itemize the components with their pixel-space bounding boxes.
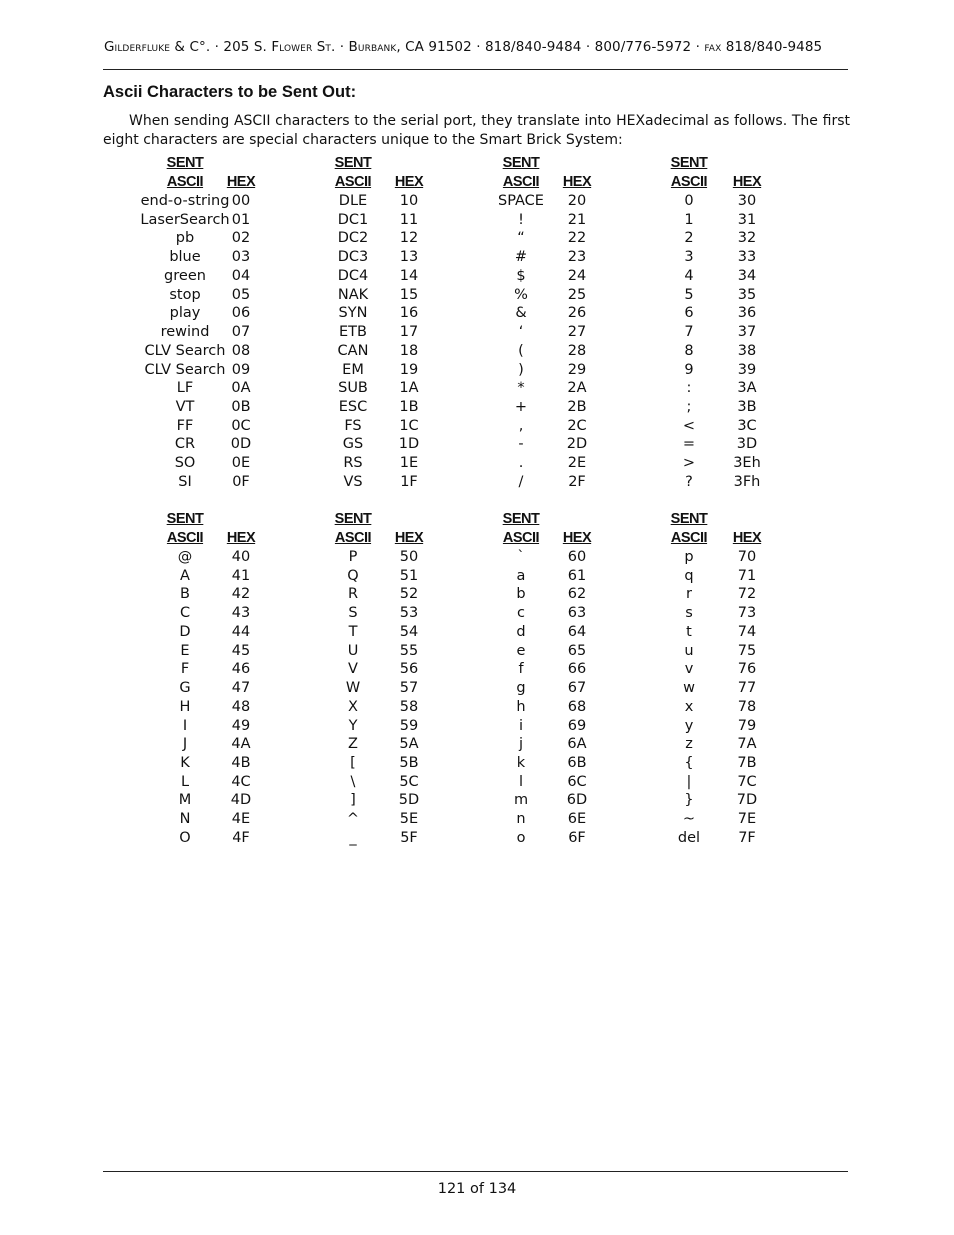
ascii-cell: 0 <box>684 193 694 209</box>
hex-cell: 7E <box>737 811 757 827</box>
hex-cell: 5F <box>400 830 418 846</box>
ascii-cell: p <box>684 549 694 565</box>
ascii-cell: ! <box>518 212 524 228</box>
hex-cell: 20 <box>567 193 587 209</box>
ascii-cell: _ <box>349 830 357 846</box>
ascii-cell: green <box>164 268 206 284</box>
header-ascii: ASCII <box>166 174 204 190</box>
hex-cell: 1C <box>399 418 419 434</box>
ascii-cell: CAN <box>337 343 369 359</box>
ascii-cell: E <box>180 643 190 659</box>
ascii-cell: d <box>516 624 526 640</box>
hex-cell: 29 <box>567 362 587 378</box>
hex-cell: 41 <box>231 568 251 584</box>
hex-cell: 11 <box>399 212 419 228</box>
hex-cell: 71 <box>737 568 757 584</box>
hex-cell: 5A <box>399 736 419 752</box>
ascii-cell: g <box>516 680 526 696</box>
ascii-cell: - <box>518 436 524 452</box>
ascii-cell: play <box>169 305 201 321</box>
header-hex: HEX <box>226 174 256 190</box>
ascii-cell: EM <box>342 362 364 378</box>
ascii-cell: | <box>686 774 692 790</box>
ascii-cell: CR <box>174 436 196 452</box>
ascii-cell: D <box>179 624 191 640</box>
ascii-cell: SI <box>178 474 192 490</box>
ascii-cell: DC2 <box>337 230 369 246</box>
ascii-cell: : <box>686 380 692 396</box>
ascii-cell: t <box>686 624 692 640</box>
ascii-cell: K <box>180 755 190 771</box>
company-suffix: & C°. <box>170 39 211 55</box>
ascii-cell: ( <box>518 343 524 359</box>
ascii-cell: % <box>514 287 528 303</box>
header-ascii: ASCII <box>334 174 372 190</box>
ascii-cell: } <box>684 792 694 808</box>
hex-cell: 45 <box>231 643 251 659</box>
header-hex: HEX <box>732 174 762 190</box>
ascii-cell: e <box>516 643 526 659</box>
hex-cell: 66 <box>567 661 587 677</box>
hex-cell: 56 <box>399 661 419 677</box>
header-sent: SENT <box>166 511 204 527</box>
ascii-cell: a <box>516 568 526 584</box>
ascii-cell: DC4 <box>337 268 369 284</box>
hex-cell: 31 <box>737 212 757 228</box>
hex-cell: 3Eh <box>733 455 761 471</box>
ascii-cell: L <box>180 774 190 790</box>
hex-cell: 03 <box>231 249 251 265</box>
header-ascii: ASCII <box>502 530 540 546</box>
hex-cell: 54 <box>399 624 419 640</box>
ascii-cell: ^ <box>346 811 360 827</box>
hex-cell: 2B <box>567 399 587 415</box>
ascii-cell: v <box>684 661 694 677</box>
header-hex: HEX <box>394 530 424 546</box>
header-rule <box>103 69 848 70</box>
ascii-cell: q <box>684 568 694 584</box>
ascii-cell: w <box>683 680 695 696</box>
ascii-cell: SYN <box>338 305 368 321</box>
header-ascii: ASCII <box>670 530 708 546</box>
ascii-cell: J <box>182 736 188 752</box>
hex-cell: 42 <box>231 586 251 602</box>
ascii-cell: C <box>179 605 191 621</box>
ascii-cell: S <box>348 605 358 621</box>
hex-cell: 7F <box>738 830 756 846</box>
hex-cell: 22 <box>567 230 587 246</box>
city-name: Burbank <box>348 39 397 55</box>
ascii-cell: I <box>182 718 188 734</box>
ascii-cell: i <box>518 718 524 734</box>
header-separator: · 205 S. <box>210 39 272 55</box>
ascii-cell: SO <box>174 455 196 471</box>
hex-cell: 3Fh <box>733 474 761 490</box>
ascii-cell: 8 <box>684 343 694 359</box>
header-hex: HEX <box>562 530 592 546</box>
hex-cell: 53 <box>399 605 419 621</box>
fax-number: 818/840-9485 <box>721 39 823 55</box>
hex-cell: 73 <box>737 605 757 621</box>
hex-cell: 4B <box>231 755 251 771</box>
street-suffix: St. <box>312 39 336 55</box>
ascii-cell: @ <box>177 549 193 565</box>
ascii-cell: ) <box>518 362 524 378</box>
hex-cell: 23 <box>567 249 587 265</box>
page-header <box>104 39 848 55</box>
ascii-cell: LF <box>176 380 194 396</box>
ascii-cell: O <box>179 830 191 846</box>
ascii-cell: pb <box>175 230 195 246</box>
ascii-cell: X <box>348 699 358 715</box>
hex-cell: 6E <box>567 811 587 827</box>
ascii-cell: o <box>516 830 526 846</box>
ascii-cell: 3 <box>684 249 694 265</box>
street-name: Flower <box>271 39 313 55</box>
ascii-cell: U <box>347 643 359 659</box>
hex-cell: 38 <box>737 343 757 359</box>
hex-cell: 64 <box>567 624 587 640</box>
hex-cell: 49 <box>231 718 251 734</box>
hex-cell: 16 <box>399 305 419 321</box>
ascii-cell: x <box>684 699 694 715</box>
ascii-cell: DC1 <box>337 212 369 228</box>
header-sent: SENT <box>670 155 708 171</box>
ascii-cell: s <box>685 605 693 621</box>
hex-cell: 52 <box>399 586 419 602</box>
company-name: Gilderfluke <box>104 39 171 55</box>
ascii-cell: = <box>682 436 696 452</box>
ascii-cell: r <box>686 586 692 602</box>
header-separator: · <box>335 39 349 55</box>
header-ascii: ASCII <box>502 174 540 190</box>
hex-cell: 21 <box>567 212 587 228</box>
hex-cell: 37 <box>737 324 757 340</box>
hex-cell: 1E <box>399 455 419 471</box>
hex-cell: 26 <box>567 305 587 321</box>
ascii-cell: B <box>180 586 190 602</box>
hex-cell: 6B <box>567 755 587 771</box>
hex-cell: 27 <box>567 324 587 340</box>
ascii-cell: FF <box>176 418 194 434</box>
header-hex: HEX <box>226 530 256 546</box>
ascii-cell: + <box>514 399 528 415</box>
ascii-cell: , <box>518 418 524 434</box>
header-sent: SENT <box>166 155 204 171</box>
hex-cell: 69 <box>567 718 587 734</box>
hex-cell: 04 <box>231 268 251 284</box>
ascii-cell: 1 <box>684 212 694 228</box>
ascii-cell: z <box>685 736 693 752</box>
hex-cell: 2A <box>567 380 587 396</box>
hex-cell: 28 <box>567 343 587 359</box>
page-number: 121 of 134 <box>437 1181 517 1197</box>
ascii-cell: ] <box>350 792 356 808</box>
ascii-cell: f <box>518 661 524 677</box>
ascii-cell: GS <box>342 436 364 452</box>
header-hex: HEX <box>732 530 762 546</box>
hex-cell: 5B <box>399 755 419 771</box>
ascii-cell: . <box>518 455 524 471</box>
ascii-cell: stop <box>169 287 201 303</box>
header-sent: SENT <box>502 511 540 527</box>
hex-cell: 5D <box>398 792 420 808</box>
ascii-cell: n <box>516 811 526 827</box>
ascii-cell: { <box>684 755 694 771</box>
hex-cell: 6C <box>567 774 587 790</box>
ascii-cell: end-o-string <box>140 193 230 209</box>
header-hex: HEX <box>562 174 592 190</box>
ascii-cell: P <box>348 549 358 565</box>
hex-cell: 01 <box>231 212 251 228</box>
ascii-cell: & <box>515 305 527 321</box>
hex-cell: 13 <box>399 249 419 265</box>
hex-cell: 6F <box>568 830 586 846</box>
ascii-cell: $ <box>516 268 526 284</box>
ascii-cell: [ <box>350 755 356 771</box>
hex-cell: 0B <box>231 399 251 415</box>
intro-paragraph: When sending ASCII characters to the serial port, they translate into HEXadecimal as follows. The first eight characters are special characters unique to the Smart Brick System: <box>103 113 850 148</box>
hex-cell: 4A <box>231 736 251 752</box>
hex-cell: 4C <box>231 774 251 790</box>
hex-cell: 79 <box>737 718 757 734</box>
header-sent: SENT <box>502 155 540 171</box>
hex-cell: 10 <box>399 193 419 209</box>
ascii-cell: ? <box>685 474 693 490</box>
hex-cell: 7B <box>737 755 757 771</box>
ascii-cell: SPACE <box>498 193 544 209</box>
hex-cell: 1B <box>399 399 419 415</box>
ascii-cell: ESC <box>338 399 368 415</box>
hex-cell: 36 <box>737 305 757 321</box>
ascii-cell: c <box>517 605 525 621</box>
hex-cell: 30 <box>737 193 757 209</box>
ascii-cell: Q <box>347 568 359 584</box>
ascii-cell: NAK <box>337 287 369 303</box>
ascii-cell: ; <box>686 399 692 415</box>
hex-cell: 34 <box>737 268 757 284</box>
hex-cell: 0C <box>231 418 251 434</box>
hex-cell: 25 <box>567 287 587 303</box>
hex-cell: 6A <box>567 736 587 752</box>
hex-cell: 0A <box>231 380 251 396</box>
hex-cell: 07 <box>231 324 251 340</box>
ascii-cell: ` <box>517 549 525 565</box>
hex-cell: 4E <box>231 811 251 827</box>
hex-cell: 7A <box>737 736 757 752</box>
hex-cell: 46 <box>231 661 251 677</box>
ascii-cell: V <box>348 661 358 677</box>
ascii-cell: DLE <box>338 193 368 209</box>
ascii-cell: 5 <box>684 287 694 303</box>
hex-cell: 67 <box>567 680 587 696</box>
hex-cell: 17 <box>399 324 419 340</box>
hex-cell: 1A <box>399 380 419 396</box>
ascii-cell: SUB <box>338 380 368 396</box>
hex-cell: 19 <box>399 362 419 378</box>
ascii-cell: \ <box>350 774 356 790</box>
hex-cell: 2E <box>567 455 587 471</box>
ascii-cell: Z <box>348 736 358 752</box>
hex-cell: 5C <box>399 774 419 790</box>
ascii-cell: 9 <box>684 362 694 378</box>
hex-cell: 1F <box>400 474 418 490</box>
ascii-cell: A <box>180 568 190 584</box>
hex-cell: 08 <box>231 343 251 359</box>
hex-cell: 05 <box>231 287 251 303</box>
ascii-cell: u <box>684 643 694 659</box>
hex-cell: 65 <box>567 643 587 659</box>
ascii-cell: G <box>179 680 191 696</box>
hex-cell: 59 <box>399 718 419 734</box>
hex-cell: 76 <box>737 661 757 677</box>
hex-cell: 2D <box>566 436 588 452</box>
hex-cell: 2F <box>568 474 586 490</box>
hex-cell: 33 <box>737 249 757 265</box>
ascii-cell: VS <box>343 474 363 490</box>
section-title: Ascii Characters to be Sent Out: <box>103 83 357 101</box>
ascii-cell: F <box>180 661 190 677</box>
hex-cell: 40 <box>231 549 251 565</box>
ascii-cell: / <box>518 474 524 490</box>
hex-cell: 12 <box>399 230 419 246</box>
ascii-cell: k <box>516 755 526 771</box>
header-ascii: ASCII <box>334 530 372 546</box>
hex-cell: 68 <box>567 699 587 715</box>
ascii-cell: h <box>516 699 526 715</box>
ascii-cell: T <box>348 624 358 640</box>
ascii-cell: > <box>682 455 696 471</box>
hex-cell: 39 <box>737 362 757 378</box>
hex-cell: 58 <box>399 699 419 715</box>
hex-cell: 32 <box>737 230 757 246</box>
ascii-cell: ETB <box>339 324 367 340</box>
hex-cell: 18 <box>399 343 419 359</box>
ascii-cell: m <box>513 792 529 808</box>
ascii-cell: LaserSearch <box>140 212 230 228</box>
hex-cell: 60 <box>567 549 587 565</box>
hex-cell: 78 <box>737 699 757 715</box>
hex-cell: 6D <box>566 792 588 808</box>
ascii-cell: ‘ <box>518 324 524 340</box>
hex-cell: 5E <box>399 811 419 827</box>
ascii-cell: rewind <box>160 324 210 340</box>
header-ascii: ASCII <box>166 530 204 546</box>
hex-cell: 72 <box>737 586 757 602</box>
ascii-cell: l <box>518 774 524 790</box>
ascii-cell: CLV Search <box>144 343 226 359</box>
hex-cell: 7D <box>736 792 758 808</box>
hex-cell: 7C <box>737 774 757 790</box>
ascii-cell: ~ <box>682 811 696 827</box>
hex-cell: 4F <box>232 830 250 846</box>
hex-cell: 15 <box>399 287 419 303</box>
ascii-cell: RS <box>343 455 363 471</box>
ascii-cell: 7 <box>684 324 694 340</box>
hex-cell: 14 <box>399 268 419 284</box>
header-hex: HEX <box>394 174 424 190</box>
hex-cell: 0F <box>232 474 250 490</box>
ascii-cell: H <box>179 699 191 715</box>
ascii-cell: CLV Search <box>144 362 226 378</box>
hex-cell: 62 <box>567 586 587 602</box>
header-sent: SENT <box>334 155 372 171</box>
hex-cell: 2C <box>567 418 587 434</box>
ascii-cell: del <box>677 830 701 846</box>
footer-rule <box>103 1171 848 1172</box>
ascii-cell: blue <box>169 249 201 265</box>
hex-cell: 44 <box>231 624 251 640</box>
hex-cell: 1D <box>398 436 420 452</box>
ascii-cell: y <box>684 718 694 734</box>
hex-cell: 4D <box>230 792 252 808</box>
hex-cell: 43 <box>231 605 251 621</box>
hex-cell: 50 <box>399 549 419 565</box>
fax-label: fax <box>704 39 722 55</box>
hex-cell: 0D <box>230 436 252 452</box>
hex-cell: 48 <box>231 699 251 715</box>
header-sent: SENT <box>670 511 708 527</box>
hex-cell: 75 <box>737 643 757 659</box>
ascii-cell: < <box>682 418 696 434</box>
ascii-cell: 4 <box>684 268 694 284</box>
ascii-cell: W <box>345 680 361 696</box>
ascii-cell: * <box>517 380 525 396</box>
hex-cell: 55 <box>399 643 419 659</box>
hex-cell: 47 <box>231 680 251 696</box>
hex-cell: 02 <box>231 230 251 246</box>
hex-cell: 35 <box>737 287 757 303</box>
hex-cell: 51 <box>399 568 419 584</box>
hex-cell: 09 <box>231 362 251 378</box>
hex-cell: 57 <box>399 680 419 696</box>
ascii-cell: “ <box>517 230 525 246</box>
hex-cell: 3C <box>737 418 757 434</box>
hex-cell: 74 <box>737 624 757 640</box>
header-sent: SENT <box>334 511 372 527</box>
ascii-cell: M <box>178 792 192 808</box>
ascii-cell: 2 <box>684 230 694 246</box>
address-phones: , CA 91502 · 818/840-9484 · 800/776-5972 · <box>396 39 705 55</box>
ascii-cell: FS <box>344 418 362 434</box>
hex-cell: 0E <box>231 455 251 471</box>
hex-cell: 70 <box>737 549 757 565</box>
ascii-cell: N <box>179 811 191 827</box>
ascii-cell: DC3 <box>337 249 369 265</box>
hex-cell: 77 <box>737 680 757 696</box>
ascii-cell: # <box>514 249 528 265</box>
hex-cell: 61 <box>567 568 587 584</box>
hex-cell: 24 <box>567 268 587 284</box>
hex-cell: 3A <box>737 380 757 396</box>
ascii-cell: j <box>518 736 524 752</box>
header-ascii: ASCII <box>670 174 708 190</box>
hex-cell: 63 <box>567 605 587 621</box>
hex-cell: 3B <box>737 399 757 415</box>
ascii-cell: R <box>347 586 359 602</box>
ascii-cell: VT <box>175 399 195 415</box>
ascii-cell: 6 <box>684 305 694 321</box>
ascii-cell: Y <box>348 718 358 734</box>
hex-cell: 06 <box>231 305 251 321</box>
hex-cell: 00 <box>231 193 251 209</box>
ascii-cell: b <box>516 586 526 602</box>
hex-cell: 3D <box>736 436 758 452</box>
